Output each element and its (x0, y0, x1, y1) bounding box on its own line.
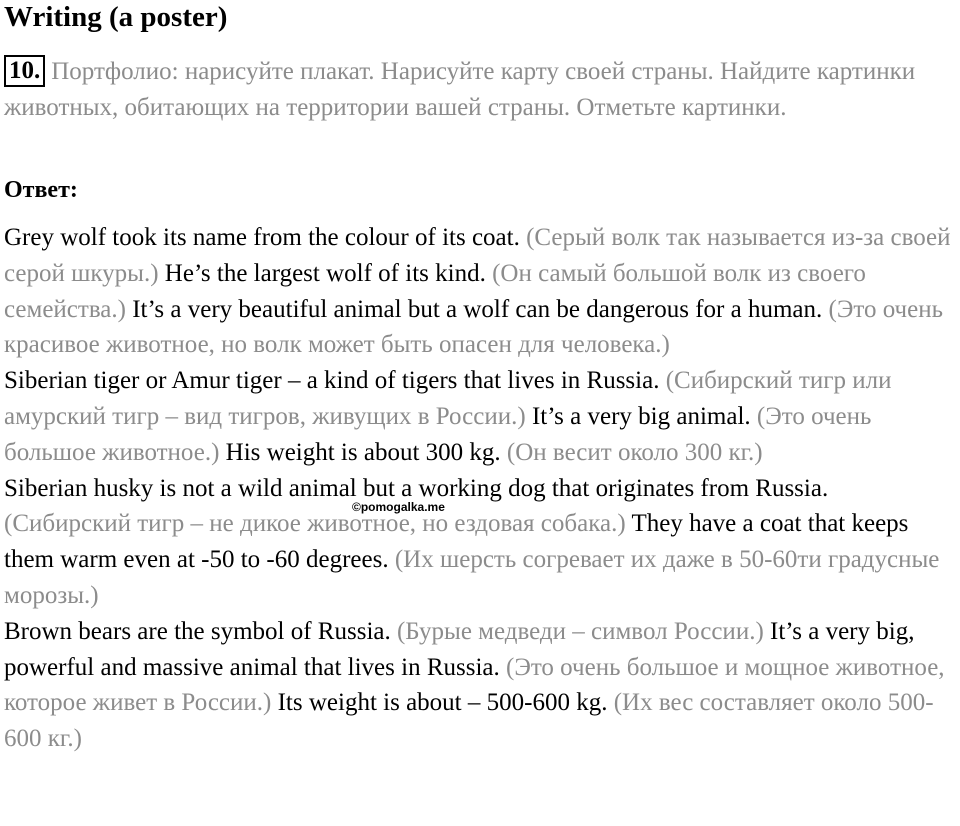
english-sentence: Grey wolf took its name from the colour of its coat. (4, 224, 527, 251)
task-number-badge: 10. (4, 55, 45, 87)
english-sentence: He’s the largest wolf of its kind. (158, 259, 493, 287)
watermark: ©pomogalka.me (352, 500, 445, 514)
answer-label: Ответ: (4, 177, 78, 203)
english-sentence: His weight is about 300 kg. (219, 438, 507, 466)
russian-translation: (Их шерсть согревает их даже в 50-60ти градусные морозы.) (4, 546, 940, 609)
russian-translation: (Их вес составляет около 500-600 кг.) (4, 689, 934, 753)
english-sentence: Siberian husky is not a wild animal but a working dog that originates from Russia. (4, 474, 829, 502)
russian-translation: (Это очень большое и мощное животное, которое живет в России.) (4, 653, 945, 717)
answer-paragraph-bear (4, 614, 956, 757)
english-sentence: Siberian tiger or Amur tiger – a kind of tigers that lives in Russia. (4, 367, 666, 395)
russian-translation: (Это очень красивое животное, но волк может быть опасен для человека.) (4, 295, 943, 359)
russian-translation: (Сибирский тигр или амурский тигр – вид тигров, живущих в России.) (4, 367, 892, 430)
russian-translation: (Он самый большой волк из своего семейства.) (4, 259, 866, 323)
task-text: Портфолио: нарисуйте плакат. Нарисуйте карту своей страны. Найдите картинки животных, обитающих на территории вашей страны. Отметьте картинки. (4, 58, 916, 121)
english-sentence: It’s a very big, powerful and massive animal that lives in Russia. (4, 617, 915, 681)
russian-translation: (Серый волк так называется из-за своей серой шкуры.) (4, 224, 951, 287)
page-title: Writing (a poster) (4, 1, 228, 33)
russian-translation: (Сибирский тигр – не дикое животное, но ездовая собака.) (4, 510, 626, 538)
answer-paragraph-husky (4, 471, 956, 614)
answer-body (4, 220, 956, 757)
russian-translation: (Бурые медведи – символ России.) (396, 617, 764, 645)
english-sentence: Brown bears are the symbol of Russia. (4, 617, 397, 645)
english-sentence: It’s a very beautiful animal but a wolf can be dangerous for a human. (125, 295, 829, 323)
russian-translation: (Он весит около 300 кг.) (506, 438, 763, 466)
task-instruction (4, 54, 956, 126)
answer-paragraph-wolf (4, 220, 956, 363)
english-sentence: They have a coat that keeps them warm even at -50 to -60 degrees. (4, 510, 909, 574)
english-sentence: It’s a very big animal. (525, 402, 757, 430)
english-sentence: Its weight is about – 500-600 kg. (271, 689, 614, 717)
russian-translation: (Это очень большое животное.) (4, 402, 872, 466)
answer-paragraph-tiger (4, 363, 956, 470)
